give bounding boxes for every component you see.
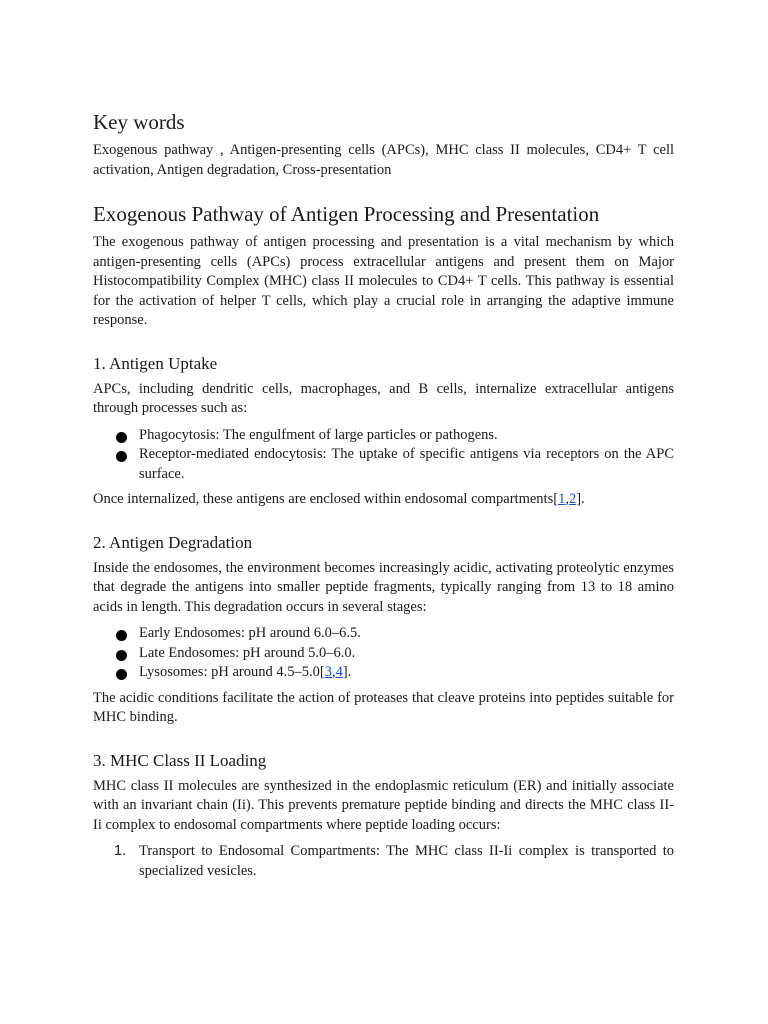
section-1-closing-text: Once internalized, these antigens are enclosed within endosomal compartments bbox=[93, 491, 554, 507]
list-item: Lysosomes: pH around 4.5–5.0[3,4]. bbox=[139, 663, 674, 683]
section-3-list bbox=[93, 842, 674, 881]
main-intro: The exogenous pathway of antigen processing and presentation is a vital mechanism by which antigen-presenting cells (APCs) process extracellular antigens and present them on Major Histocompatibility Complex (MHC) class II molecules to CD4+ T cells. This pathway is essential for the activation of helper T cells, which play a crucial role in arranging the adaptive immune response. bbox=[93, 234, 674, 328]
list-item-number: 1. bbox=[114, 843, 127, 859]
section-2-closing: The acidic conditions facilitate the action of proteases that cleave proteins into peptides suitable for MHC binding. bbox=[93, 689, 674, 725]
bullet-icon bbox=[116, 669, 127, 680]
citation-link-3[interactable]: 3 bbox=[324, 664, 332, 680]
list-item bbox=[139, 644, 674, 664]
section-3-heading: 3. MHC Class II Loading bbox=[93, 750, 267, 770]
list-item-text: Lysosomes: pH around 4.5–5.0 bbox=[139, 664, 320, 680]
section-1-intro: APCs, including dendritic cells, macrophages, and B cells, internalize extracellular antigens through processes such as: bbox=[93, 380, 674, 416]
list-item-text: Receptor-mediated endocytosis: The uptake of specific antigens via receptors on the APC surface. bbox=[139, 446, 674, 482]
list-item bbox=[139, 426, 674, 446]
section-2-intro: Inside the endosomes, the environment becomes increasingly acidic, activating proteolytic enzymes that degrade the antigens into smaller peptide fragments, typically ranging from 13 to 18 amino acids in length. This degradation occurs in several stages: bbox=[93, 559, 674, 615]
list-item bbox=[114, 842, 674, 881]
section-2-heading: 2. Antigen Degradation bbox=[93, 532, 253, 552]
main-heading: Exogenous Pathway of Antigen Processing and Presentation bbox=[93, 202, 600, 226]
keywords-text: Exogenous pathway , Antigen-presenting cells (APCs), MHC class II molecules, CD4+ T cell activation, Antigen degradation, Cross-presentation bbox=[93, 142, 674, 178]
section-3-intro: MHC class II molecules are synthesized in the endoplasmic reticulum (ER) and initially associate with an invariant chain (Ii). This prevents premature peptide binding and directs the MHC class II-Ii complex to endosomal compartments where peptide loading occurs: bbox=[93, 777, 674, 833]
bullet-icon bbox=[116, 630, 127, 641]
section-1-heading: 1. Antigen Uptake bbox=[93, 353, 218, 373]
list-item-text: Early Endosomes: pH around 6.0–6.5. bbox=[139, 625, 361, 641]
citation-link-2[interactable]: 2 bbox=[568, 491, 577, 507]
list-item bbox=[139, 624, 674, 644]
citation-link-4[interactable]: 4 bbox=[335, 664, 343, 680]
bullet-icon bbox=[116, 432, 127, 443]
list-item-text: Transport to Endosomal Compartments: The MHC class II-Ii complex is transported to specialized vesicles. bbox=[139, 843, 674, 879]
keywords-heading: Key words bbox=[93, 110, 185, 134]
list-item-text: Phagocytosis: The engulfment of large particles or pathogens. bbox=[139, 426, 498, 443]
section-2-list bbox=[93, 624, 674, 683]
list-item bbox=[139, 445, 674, 484]
document-page bbox=[93, 108, 674, 881]
citation-link-1[interactable]: 1 bbox=[558, 491, 566, 507]
list-item-text: Late Endosomes: pH around 5.0–6.0. bbox=[139, 644, 356, 661]
bullet-icon bbox=[116, 451, 127, 462]
bullet-icon bbox=[116, 650, 127, 661]
section-1-list bbox=[93, 426, 674, 485]
section-1-closing: Once internalized, these antigens are enclosed within endosomal compartments[1,2]. bbox=[93, 491, 585, 507]
